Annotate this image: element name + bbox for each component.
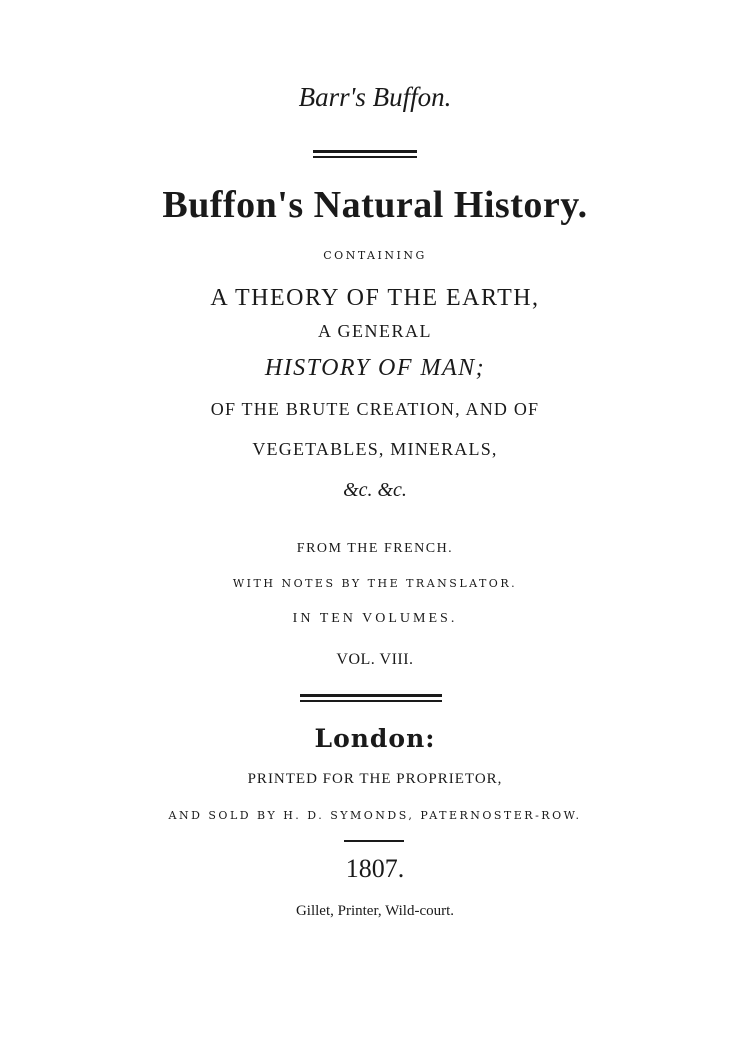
etc-line: &c. &c. bbox=[343, 479, 407, 501]
series-title: Barr's Buffon. bbox=[298, 82, 452, 112]
main-title: Buffon's Natural History. bbox=[162, 184, 588, 226]
printed-for-line: PRINTED FOR THE PROPRIETOR, bbox=[247, 771, 503, 787]
general-line: A GENERAL bbox=[318, 321, 432, 341]
imprint-city: London: bbox=[314, 724, 436, 753]
volumes-line: IN TEN VOLUMES. bbox=[292, 611, 458, 626]
volume-number: VOL. VIII. bbox=[336, 651, 414, 668]
translator-notes-line: WITH NOTES BY THE TRANSLATOR. bbox=[232, 577, 518, 590]
publication-year: 1807. bbox=[345, 854, 405, 883]
from-french-line: FROM THE FRENCH. bbox=[296, 541, 454, 556]
theory-line: A THEORY OF THE EARTH, bbox=[210, 285, 540, 311]
containing-label: CONTAINING bbox=[323, 249, 427, 262]
printer-line: Gillet, Printer, Wild-court. bbox=[295, 903, 455, 919]
history-of-man-line: HISTORY OF MAN; bbox=[264, 355, 486, 381]
short-rule bbox=[344, 840, 404, 842]
vegetables-line: VEGETABLES, MINERALS, bbox=[252, 439, 498, 459]
sold-by-line: AND SOLD BY H. D. SYMONDS, PATERNOSTER-ROW. bbox=[168, 809, 582, 822]
brute-creation-line: OF THE BRUTE CREATION, AND OF bbox=[210, 399, 540, 419]
